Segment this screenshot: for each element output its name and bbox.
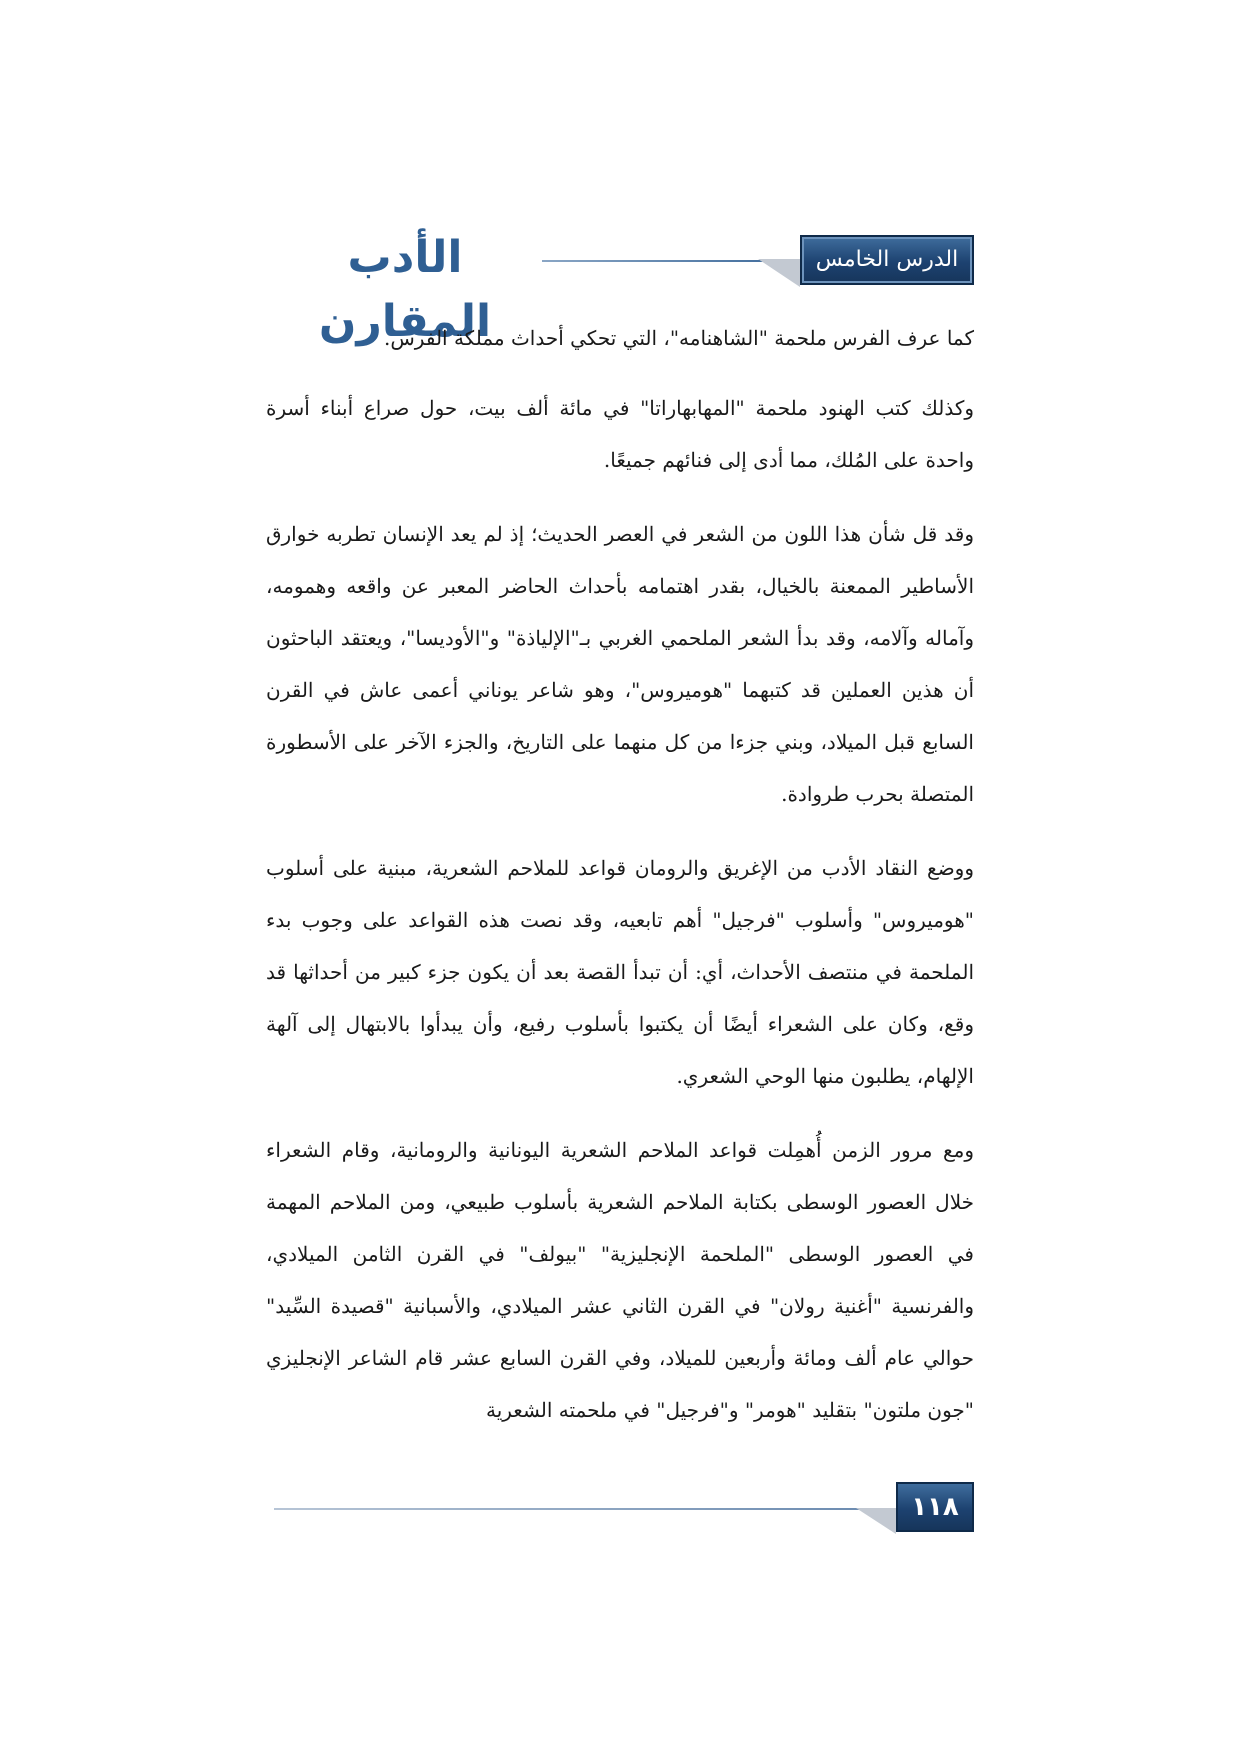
footer-divider — [274, 1508, 874, 1510]
header-badge-shadow — [758, 259, 800, 287]
page-footer — [274, 1482, 974, 1534]
page-number: ١١٨ — [896, 1482, 974, 1532]
paragraph-3: وقد قل شأن هذا اللون من الشعر في العصر الحديث؛ إذ لم يعد الإنسان تطربه خوارق الأساطير الممعنة بالخيال، بقدر اهتمامه بأحداث الحاضر المعبر عن واقعه وهمومه، وآماله وآلامه، وقد بدأ الشعر الملحمي الغربي بـ"الإلياذة" و"الأوديسا"، ويعتقد الباحثون أن هذين العملين قد كتبهما "هوميروس"، وهو شاعر يوناني أعمى عاش في القرن السابع قبل الميلاد، وبني جزءا من كل منهما على التاريخ، والجزء الآخر على الأسطورة المتصلة بحرب طروادة. — [266, 522, 974, 806]
paragraph-1: كما عرف الفرس ملحمة "الشاهنامه"، التي تحكي أحداث مملكة الفرس. — [384, 326, 974, 350]
footer-badge-shadow — [856, 1508, 896, 1534]
paragraph-5: ومع مرور الزمن أُهمِلت قواعد الملاحم الشعرية اليونانية والرومانية، وقام الشعراء خلال العصور الوسطى بكتابة الملاحم الشعرية بأسلوب طبيعي، ومن الملاحم المهمة في العصور الوسطى "الملحمة الإنجليزية" "بيولف" في القرن الثامن الميلادي، والفرنسية "أغنية رولان" في القرن الثاني عشر الميلادي، والأسبانية "قصيدة السِّيد" حوالي عام ألف ومائة وأربعين للميلاد، وفي القرن السابع عشر قام الشاعر الإنجليزي "جون ملتون" بتقليد "هومر" و"فرجيل" في ملحمته الشعرية — [266, 1138, 974, 1422]
book-title: الأدب المقارن — [318, 232, 492, 347]
page-content — [266, 312, 974, 1458]
paragraph-2: وكذلك كتب الهنود ملحمة "المهابهاراتا" في مائة ألف بيت، حول صراع أبناء أسرة واحدة على المُلك، مما أدى إلى فنائهم جميعًا. — [266, 396, 974, 472]
paragraph-4: ووضع النقاد الأدب من الإغريق والرومان قواعد للملاحم الشعرية، مبنية على أسلوب "هوميروس" وأسلوب "فرجيل" أهم تابعيه، وقد نصت هذه القواعد على وجوب بدء الملحمة في منتصف الأحداث، أي: أن تبدأ القصة بعد أن يكون جزء كبير من أحداثها قد وقع، وكان على الشعراء أيضًا أن يكتبوا بأسلوب رفيع، وأن يبدأوا بالابتهال إلى آلهة الإلهام، يطلبون منها الوحي الشعري. — [266, 856, 974, 1088]
lesson-badge: الدرس الخامس — [800, 235, 974, 285]
